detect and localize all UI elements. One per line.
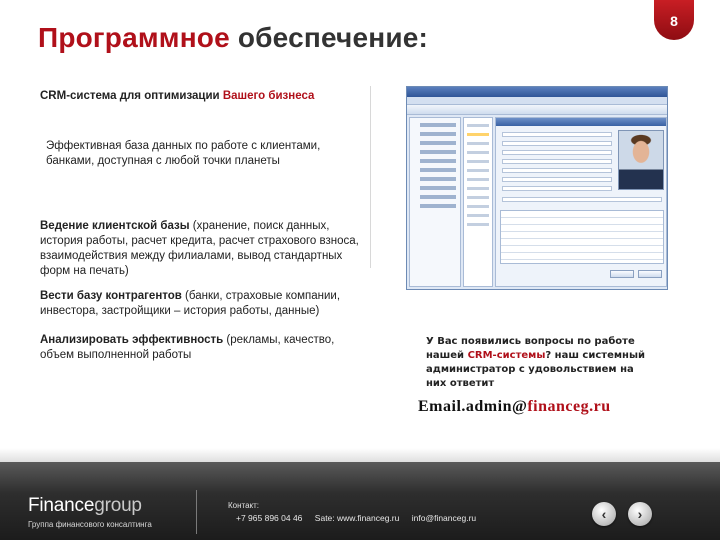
support-note-lead: У Вас появились вопросы по работе нашей [426, 336, 635, 361]
subtitle-accent: Вашего бизнеса [222, 90, 315, 102]
crm-screenshot [406, 86, 668, 290]
paragraph-analysis [40, 333, 360, 363]
crm-screenshot-field [502, 159, 612, 164]
logo-light: group [94, 495, 142, 516]
chevron-left-icon: ‹ [601, 506, 607, 522]
support-note-accent: CRM-системы [467, 350, 546, 361]
contact-line [236, 513, 486, 523]
subtitle-lead: CRM-система для оптимизации [40, 90, 223, 102]
financegroup-logo [28, 495, 142, 517]
prev-slide-button[interactable] [592, 502, 616, 526]
crm-screenshot-field [502, 177, 612, 182]
crm-screenshot-list [463, 117, 493, 287]
crm-screenshot-client-card [495, 117, 667, 287]
paragraph-clients-bold: Ведение клиентской базы [40, 220, 190, 232]
crm-screenshot-field [502, 186, 612, 191]
subtitle [40, 89, 314, 104]
crm-screenshot-menubar [407, 97, 667, 105]
support-note [426, 335, 646, 391]
contact-label: Контакт: [228, 501, 260, 510]
contact-email[interactable]: info@financeg.ru [411, 513, 477, 523]
footer-divider [196, 490, 197, 534]
crm-screenshot-ok-button [610, 270, 634, 278]
crm-screenshot-field [502, 132, 612, 137]
crm-screenshot-grid [500, 210, 664, 264]
contact-site[interactable]: Sate: www.financeg.ru [314, 513, 400, 523]
paragraph-analysis-bold: Анализировать эффективность [40, 334, 224, 346]
next-slide-button[interactable] [628, 502, 652, 526]
slide-title-accent: Программное [38, 22, 230, 53]
crm-screenshot-toolbar [407, 105, 667, 115]
crm-screenshot-field [502, 141, 612, 146]
paragraph-clients-rest: (хранение, поиск данных, история работы, расчет кредита, расчет страхового взноса, взаимодействия между филиалами, вывод стандартных форм на печать) [40, 220, 359, 277]
admin-email-lead: Email.admin@ [418, 398, 528, 415]
logo-tagline: Группа финансового консалтинга [28, 520, 152, 529]
paragraph-contractors [40, 289, 360, 319]
slide-title [38, 22, 428, 54]
chevron-right-icon: › [637, 506, 643, 522]
crm-screenshot-titlebar [407, 87, 667, 97]
crm-screenshot-card-header [496, 118, 666, 126]
paragraph-analysis-rest: (рекламы, качество, объем выполненной работы [40, 334, 335, 361]
crm-screenshot-field [502, 197, 662, 202]
contact-phone: +7 965 896 04 46 [236, 513, 303, 523]
paragraph-database: Эффективная база данных по работе с клиентами, банками, доступная с любой точки планеты [46, 140, 321, 167]
page-number: 8 [670, 13, 678, 29]
slide-title-rest: обеспечение: [229, 22, 429, 53]
support-note-rest: ? наш системный администратор с удовольствием на них ответит [426, 350, 645, 389]
page-number-badge [654, 0, 694, 40]
crm-screenshot-nav-tree [409, 117, 461, 287]
vertical-divider [370, 86, 371, 268]
crm-screenshot-cancel-button [638, 270, 662, 278]
client-photo [618, 130, 664, 190]
paragraph-contractors-rest: (банки, страховые компании, инвестора, застройщики – история работы, данные) [40, 290, 341, 317]
admin-email-domain: financeg.ru [527, 398, 611, 415]
admin-email[interactable] [418, 398, 611, 416]
paragraph-contractors-bold: Вести базу контрагентов [40, 290, 182, 302]
paragraph-clients [40, 219, 360, 279]
logo-main: Finance [28, 495, 95, 516]
crm-screenshot-field [502, 150, 612, 155]
crm-screenshot-field [502, 168, 612, 173]
